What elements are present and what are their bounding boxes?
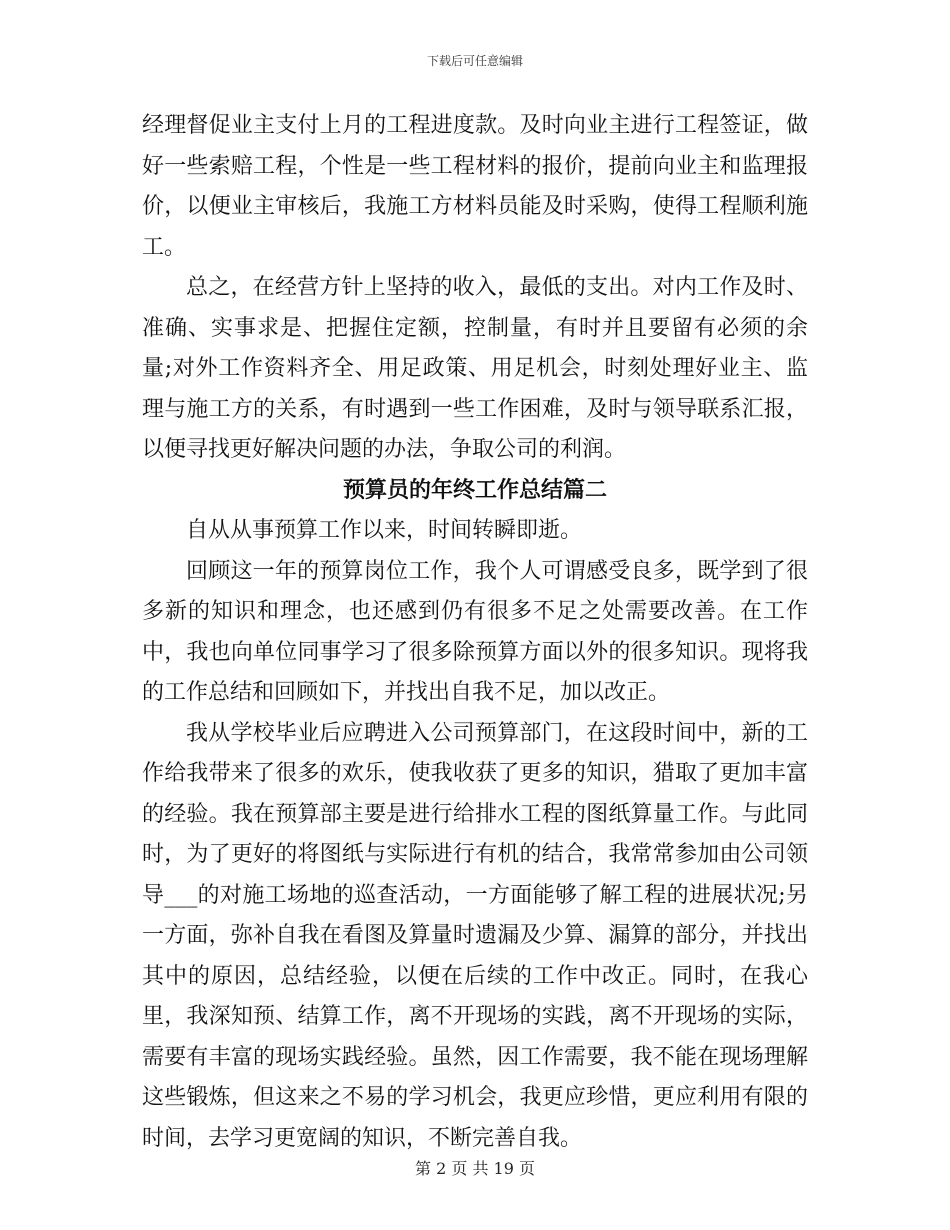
paragraph-summary: 总之，在经营方针上坚持的收入，最低的支出。对内工作及时、准确、实事求是、把握住定额，控制量，有时并且要留有必须的余量;对外工作资料齐全、用足政策、用足机会，时刻处理好业主、监理与施工方的关系，有时遇到一些工作困难，及时与领导联系汇报，以便寻找更好解决问题的办法，争取公司的利润。 xyxy=(142,275,808,462)
section-heading: 预算员的年终工作总结篇二 xyxy=(342,477,607,503)
page-number-footer: 第 2 页 共 19 页 xyxy=(415,1159,535,1178)
paragraph-intro: 自从从事预算工作以来，时间转瞬即逝。 xyxy=(186,518,583,543)
paragraph-review: 回顾这一年的预算岗位工作，我个人可谓感受良多，既学到了很多新的知识和理念，也还感到仍有很多不足之处需要改善。在工作中，我也向单位同事学习了很多除预算方面以外的很多知识。现将我的工作总结和回顾如下，并找出自我不足，加以改正。 xyxy=(142,558,808,705)
page-header-note: 下载后可任意编辑 xyxy=(426,54,523,68)
paragraph-experience: 我从学校毕业后应聘进入公司预算部门，在这段时间中，新的工作给我带来了很多的欢乐，使我收获了更多的知识，猎取了更加丰富的经验。我在预算部主要是进行给排水工程的图纸算量工作。与此同时，为了更好的将图纸与实际进行有机的结合，我常常参加由公司领导___的对施工场地的巡查活动，一方面能够了解工程的进展状况;另一方面，弥补自我在看图及算量时遗漏及少算、漏算的部分，并找出其中的原因，总结经验，以便在后续的工作中改正。同时，在我心里，我深知预、结算工作，离不开现场的实践，离不开现场的实际，需要有丰富的现场实践经验。虽然，因工作需要，我不能在现场理解这些锻炼，但这来之不易的学习机会，我更应珍惜，更应利用有限的时间，去学习更宽阔的知识，不断完善自我。 xyxy=(142,720,808,1151)
paragraph-continuation: 经理督促业主支付上月的工程进度款。及时向业主进行工程签证，做好一些索赔工程，个性是一些工程材料的报价，提前向业主和监理报价，以便业主审核后，我施工方材料员能及时采购，使得工程顺利施工。 xyxy=(142,113,808,260)
document-body xyxy=(142,106,808,1159)
